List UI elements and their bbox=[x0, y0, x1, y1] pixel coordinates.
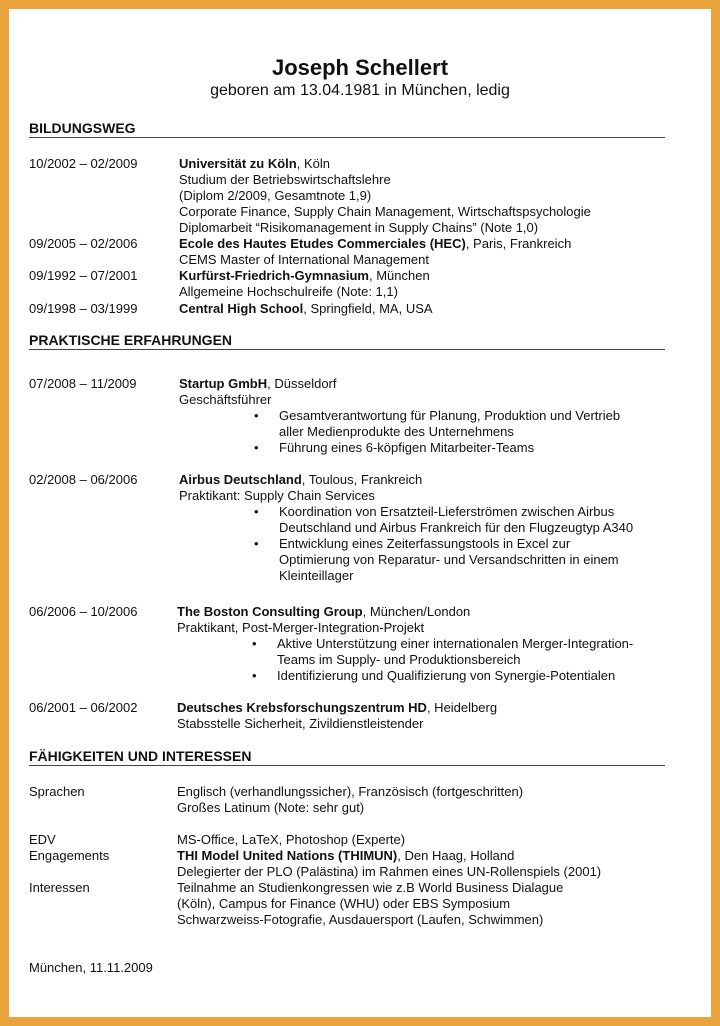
education-line: Allgemeine Hochschulreife (Note: 1,1) bbox=[179, 284, 398, 299]
experience-bullet-line: Entwicklung eines Zeiterfassungstools in Excel zur bbox=[279, 536, 571, 551]
experience-role: Geschäftsführer bbox=[179, 392, 272, 407]
education-entry bbox=[179, 268, 430, 284]
experience-org: Airbus Deutschland bbox=[179, 472, 302, 487]
bullet-icon: • bbox=[254, 536, 259, 551]
experience-date: 07/2008 – 11/2009 bbox=[29, 376, 137, 391]
section-heading-education: BILDUNGSWEG bbox=[29, 120, 665, 138]
education-org: Ecole des Hautes Etudes Commerciales (HEC) bbox=[179, 236, 466, 251]
skills-languages-label: Sprachen bbox=[29, 784, 85, 799]
education-date: 09/1992 – 07/2001 bbox=[29, 268, 138, 283]
experience-role: Praktikant: Supply Chain Services bbox=[179, 488, 375, 503]
experience-date: 06/2001 – 06/2002 bbox=[29, 700, 138, 715]
bullet-icon: • bbox=[254, 504, 259, 519]
education-date: 09/2005 – 02/2006 bbox=[29, 236, 138, 251]
experience-place: , München/London bbox=[362, 604, 471, 619]
experience-role: Praktikant, Post-Merger-Integration-Projekt bbox=[177, 620, 425, 635]
education-org: Central High School bbox=[179, 301, 304, 316]
experience-entry bbox=[177, 700, 497, 716]
experience-role: Stabsstelle Sicherheit, Zivildienstleistender bbox=[177, 716, 424, 731]
experience-bullet-line: Aktive Unterstützung einer internationalen Merger-Integration- bbox=[277, 636, 634, 651]
skills-interests-line: Teilnahme an Studienkongressen wie z.B World Business Dialague bbox=[177, 880, 564, 895]
bullet-icon: • bbox=[254, 440, 259, 455]
skills-it-label: EDV bbox=[29, 832, 56, 847]
experience-bullet-line: Gesamtverantwortung für Planung, Produktion und Vertrieb bbox=[279, 408, 621, 423]
experience-bullet-line: Deutschland und Airbus Frankreich für den Flugzeugtyp A340 bbox=[279, 520, 634, 535]
education-line: (Diplom 2/2009, Gesamtnote 1,9) bbox=[179, 188, 372, 203]
education-line: Diplomarbeit “Risikomanagement in Supply Chains” (Note 1,0) bbox=[179, 220, 539, 235]
engagement-place: , Den Haag, Holland bbox=[397, 848, 515, 863]
section-heading-experience: PRAKTISCHE ERFAHRUNGEN bbox=[29, 332, 665, 350]
cv-name: Joseph Schellert bbox=[271, 55, 449, 80]
skills-interests-line: (Köln), Campus for Finance (WHU) oder EBS Symposium bbox=[177, 896, 511, 911]
skills-it-value: MS-Office, LaTeX, Photoshop (Experte) bbox=[177, 832, 406, 847]
education-place: , München bbox=[368, 268, 430, 283]
experience-date: 06/2006 – 10/2006 bbox=[29, 604, 138, 619]
section-heading-skills: FÄHIGKEITEN UND INTERESSEN bbox=[29, 748, 665, 766]
education-entry bbox=[179, 301, 433, 317]
education-line: Studium der Betriebswirtschaftslehre bbox=[179, 172, 391, 187]
experience-entry bbox=[179, 472, 422, 488]
experience-bullet-line: Teams im Supply- und Produktionsbereich bbox=[277, 652, 521, 667]
skills-interests-line: Schwarzweiss-Fotografie, Ausdauersport (Laufen, Schwimmen) bbox=[177, 912, 544, 927]
experience-bullet-line: Kleinteillager bbox=[279, 568, 354, 583]
experience-bullet-line: Führung eines 6-köpfigen Mitarbeiter-Teams bbox=[279, 440, 535, 455]
education-entry bbox=[179, 156, 330, 172]
experience-org: Deutsches Krebsforschungszentrum HD bbox=[177, 700, 427, 715]
experience-org: Startup GmbH bbox=[179, 376, 268, 391]
footer-place-date: München, 11.11.2009 bbox=[29, 960, 153, 975]
education-org: Universität zu Köln bbox=[179, 156, 297, 171]
experience-place: , Düsseldorf bbox=[267, 376, 337, 391]
cv-page bbox=[9, 9, 711, 1017]
experience-entry bbox=[179, 376, 337, 392]
skills-languages-line: Englisch (verhandlungssicher), Französisch (fortgeschritten) bbox=[177, 784, 524, 799]
experience-org: The Boston Consulting Group bbox=[177, 604, 363, 619]
experience-date: 02/2008 – 06/2006 bbox=[29, 472, 138, 487]
education-line: Corporate Finance, Supply Chain Management, Wirtschaftspsychologie bbox=[179, 204, 591, 219]
bullet-icon: • bbox=[254, 408, 259, 423]
experience-entry bbox=[177, 604, 470, 620]
experience-place: , Toulous, Frankreich bbox=[301, 472, 423, 487]
experience-place: , Heidelberg bbox=[426, 700, 498, 715]
skills-interests-label: Interessen bbox=[29, 880, 90, 895]
bullet-icon: • bbox=[252, 668, 257, 683]
cv-birth-info: geboren am 13.04.1981 in München, ledig bbox=[210, 82, 510, 99]
skills-engagement-entry bbox=[177, 848, 514, 864]
skills-engagement-label: Engagements bbox=[29, 848, 110, 863]
education-place: , Köln bbox=[296, 156, 330, 171]
skills-languages-line: Großes Latinum (Note: sehr gut) bbox=[177, 800, 365, 815]
experience-bullet-line: aller Medienprodukte des Unternehmens bbox=[279, 424, 514, 439]
education-place: , Springfield, MA, USA bbox=[303, 301, 433, 316]
bullet-icon: • bbox=[252, 636, 257, 651]
engagement-org: THI Model United Nations (THIMUN) bbox=[177, 848, 398, 863]
education-date: 10/2002 – 02/2009 bbox=[29, 156, 138, 171]
education-line: CEMS Master of International Management bbox=[179, 252, 430, 267]
education-org: Kurfürst-Friedrich-Gymnasium bbox=[179, 268, 369, 283]
experience-bullet-line: Koordination von Ersatzteil-Lieferströmen zwischen Airbus bbox=[279, 504, 615, 519]
experience-bullet-line: Optimierung von Reparatur- und Versandschritten in einem bbox=[279, 552, 619, 567]
education-date: 09/1998 – 03/1999 bbox=[29, 301, 138, 316]
skills-engagement-line: Delegierter der PLO (Palästina) im Rahmen eines UN-Rollenspiels (2001) bbox=[177, 864, 602, 879]
education-entry bbox=[179, 236, 571, 252]
education-place: , Paris, Frankreich bbox=[465, 236, 572, 251]
experience-bullet-line: Identifizierung und Qualifizierung von Synergie-Potentialen bbox=[277, 668, 616, 683]
